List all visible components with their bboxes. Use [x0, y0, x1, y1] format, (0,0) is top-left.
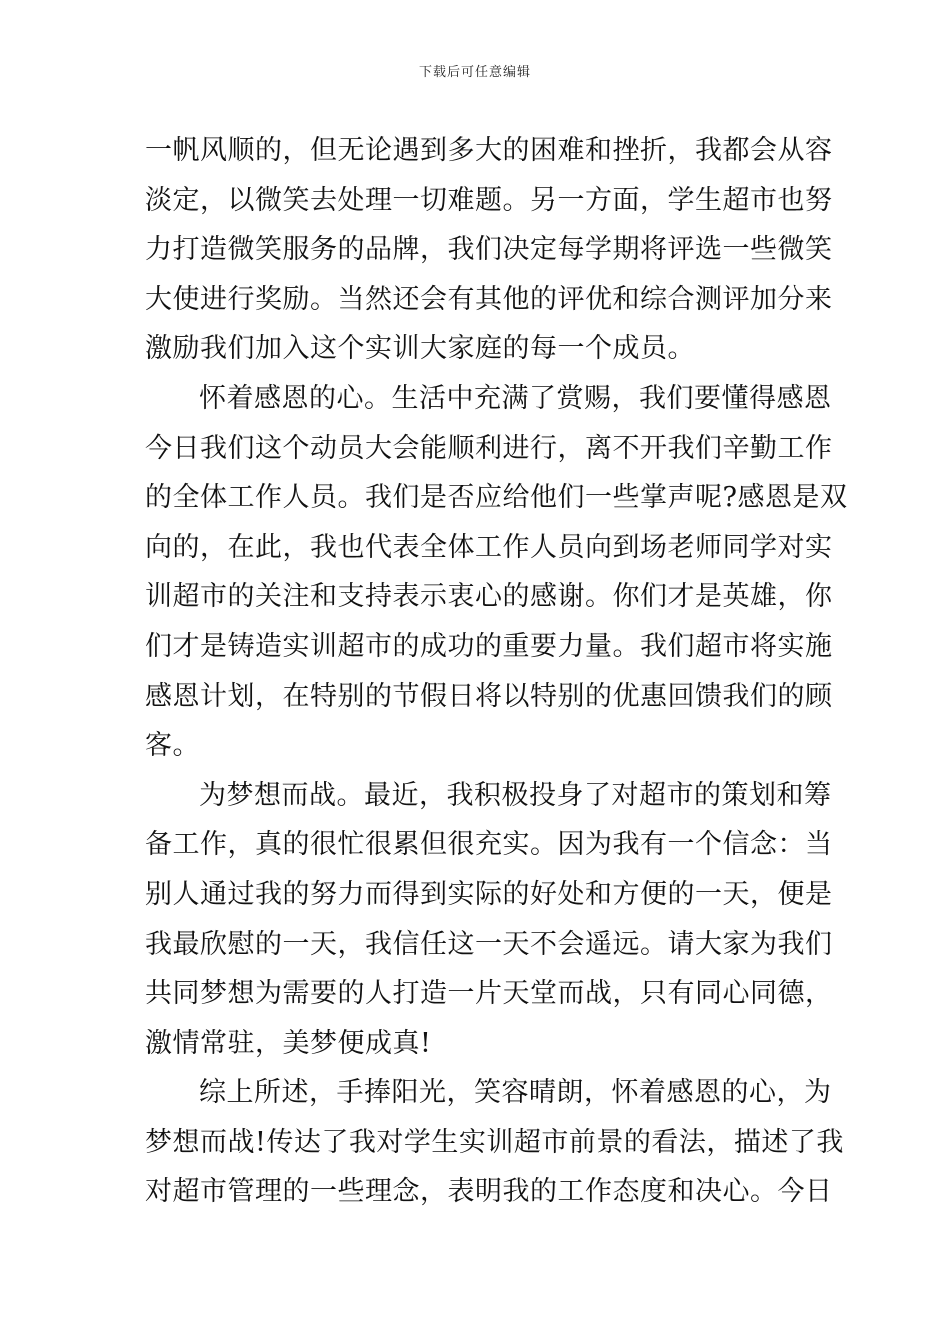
text-line: 激励我们加入这个实训大家庭的每一个成员。 — [145, 333, 695, 365]
text-line: 的全体工作人员。我们是否应给他们一些掌声呢?感恩是双 — [145, 482, 848, 514]
paragraph-start-line: 怀着感恩的心。生活中充满了赏赐，我们要懂得感恩 — [199, 382, 832, 414]
text-line: 客。 — [145, 730, 200, 762]
paragraph-start-line: 为梦想而战。最近，我积极投身了对超市的策划和筹 — [199, 779, 832, 811]
text-line: 感恩计划，在特别的节假日将以特别的优惠回馈我们的顾 — [145, 680, 833, 712]
page-header-note: 下载后可任意编辑 — [418, 65, 531, 80]
text-line: 共同梦想为需要的人打造一片天堂而战，只有同心同德， — [145, 978, 833, 1010]
document-body — [145, 126, 848, 1217]
text-line: 今日我们这个动员大会能顺利进行，离不开我们辛勤工作 — [145, 432, 833, 464]
paragraph-start-line: 综上所述，手捧阳光，笑容晴朗，怀着感恩的心，为 — [199, 1077, 832, 1109]
text-line: 对超市管理的一些理念，表明我的工作态度和决心。今日 — [145, 1176, 833, 1208]
text-line: 一帆风顺的，但无论遇到多大的困难和挫折，我都会从容 — [145, 135, 833, 166]
text-line: 大使进行奖励。当然还会有其他的评优和综合测评加分来 — [145, 283, 833, 315]
text-line: 激情常驻，美梦便成真! — [145, 1027, 432, 1059]
text-line: 别人通过我的努力而得到实际的好处和方便的一天，便是 — [145, 878, 833, 910]
text-line: 训超市的关注和支持表示衷心的感谢。你们才是英雄，你 — [145, 581, 833, 613]
text-line: 力打造微笑服务的品牌，我们决定每学期将评选一些微笑 — [145, 234, 833, 266]
text-line: 梦想而战!传达了我对学生实训超市前景的看法，描述了我 — [145, 1126, 844, 1158]
text-line: 向的，在此，我也代表全体工作人员向到场老师同学对实 — [145, 531, 833, 563]
text-line: 淡定，以微笑去处理一切难题。另一方面，学生超市也努 — [145, 184, 833, 216]
text-line: 们才是铸造实训超市的成功的重要力量。我们超市将实施 — [145, 630, 833, 662]
text-line: 我最欣慰的一天，我信任这一天不会遥远。请大家为我们 — [145, 928, 833, 960]
text-line: 备工作，真的很忙很累但很充实。因为我有一个信念：当 — [145, 829, 833, 861]
